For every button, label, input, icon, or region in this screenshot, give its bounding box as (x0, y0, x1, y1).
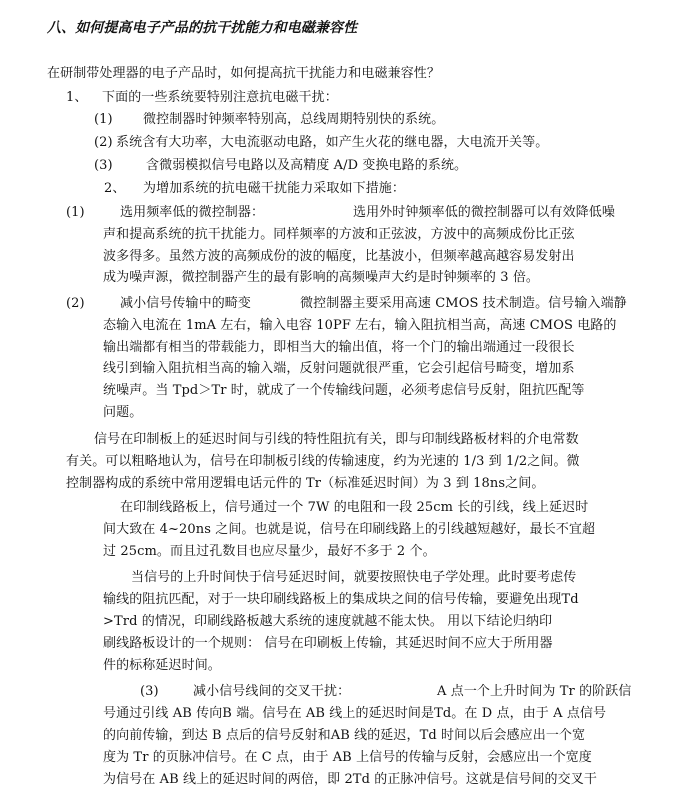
measure2-line: 问题。 (103, 405, 143, 420)
measure3-num: (3) (140, 684, 159, 699)
measure1-line: 成为噪声源，微控制器产生的最有影响的高频噪声大约是时钟频率的 3 倍。 (103, 270, 540, 285)
section1-item3-num: (3) (94, 158, 113, 173)
measure2-line: 微控制器主要采用高速 CMOS 技术制造。信号输入端静 (300, 296, 627, 311)
measure1-num: (1) (66, 205, 85, 220)
measure3-line: 为信号在 AB 线上的延迟时间的两倍，即 2Td 的正脉冲信号。这就是信号间的交叉干 (103, 772, 597, 787)
body-paragraph-line: 输线的阻抗匹配，对于一块印刷线路板上的集成块之间的信号传输，要避免出现Td (103, 592, 579, 607)
measure3-line: A 点一个上升时间为 Tr 的阶跃信 (437, 684, 632, 699)
measure3-line: 的向前传输，到达 B 点后的信号反射和AB 线的延迟，Td 时间以后会感应出一个宽 (103, 728, 586, 743)
section1-item2-text: 系统含有大功率，大电流驱动电路，如产生火花的继电器，大电流开关等。 (116, 135, 549, 150)
measure2-title: 减小信号传输中的畸变 (120, 296, 252, 311)
section2-label: 2、 (104, 181, 126, 196)
intro-question: 在研制带处理器的电子产品时，如何提高抗干扰能力和电磁兼容性？ (47, 66, 441, 81)
measure2-line: 态输入电流在 1mA 左右，输入电容 10PF 左右，输入阻抗相当高，高速 CMOS 电路的 (103, 318, 617, 333)
section1-item2-num: (2) (94, 135, 113, 150)
measure2-line: 统噪声。当 Tpd＞Tr 时，就成了一个传输线问题，必须考虑信号反射，阻抗匹配等 (103, 383, 585, 398)
body-paragraph-line: 当信号的上升时间快于信号延迟时间，就要按照快电子学处理。此时要考虑传 (131, 570, 577, 585)
body-paragraph-line: 控制器构成的系统中常用逻辑电话元件的 Tr（标准延迟时间）为 3 到 18ns之间。 (66, 476, 545, 491)
section1-item3-text: 含微弱模拟信号电路以及高精度 A/D 变换电路的系统。 (146, 158, 468, 173)
measure3-title: 减小信号线间的交叉干扰： (193, 684, 351, 699)
section1-item1-num: (1) (94, 112, 113, 127)
section1-item1-text: 微控制器时钟频率特别高，总线周期特别快的系统。 (143, 112, 445, 127)
section2-text: 为增加系统的抗电磁干扰能力采取如下措施： (143, 181, 406, 196)
measure1-title: 选用频率低的微控制器： (120, 205, 265, 220)
measure3-line: 度为 Tr 的页脉冲信号。在 C 点，由于 AB 上信号的传输与反射，会感应出一个宽度 (103, 750, 592, 765)
measure1-line: 选用外时钟频率低的微控制器可以有效降低噪 (353, 205, 616, 220)
body-paragraph-line: 在印制线路板上，信号通过一个 7W 的电阻和一段 25cm 长的引线，线上延迟时 (120, 500, 589, 515)
measure2-line: 线引到输入阻抗相当高的输入端，反射问题就很严重，它会引起信号畸变，增加系 (103, 361, 575, 376)
section-heading: 八、如何提高电子产品的抗干扰能力和电磁兼容性 (47, 20, 358, 36)
measure3-line: 号通过引线 AB 传向B 端。信号在 AB 线上的延迟时间是Td。在 D 点，由于 A 点信号 (103, 706, 607, 721)
section1-text: 下面的一些系统要特别注意抗电磁干扰： (102, 90, 338, 105)
measure1-line: 声和提高系统的抗干扰能力。同样频率的方波和正弦波，方波中的高频成份比正弦 (103, 227, 575, 242)
body-paragraph-line: 件的标称延迟时间。 (103, 658, 221, 673)
body-paragraph-line: 信号在印制板上的延迟时间与引线的特性阻抗有关，即与印制线路板材料的介电常数 (94, 432, 579, 447)
body-paragraph-line: 刷线路板设计的一个规则： 信号在印刷板上传输，其延迟时间不应大于所用器 (103, 636, 553, 651)
body-paragraph-line: >Trd 的情况，印刷线路板越大系统的速度就越不能太快。 用以下结论归纳印 (103, 614, 553, 629)
measure2-line: 输出端都有相当的带载能力，即相当大的输出值，将一个门的输出端通过一段很长 (103, 340, 575, 355)
measure1-line: 波多得多。虽然方波的高频成份的波的幅度，比基波小，但频率越高越容易发射出 (103, 249, 575, 264)
measure2-num: (2) (66, 296, 85, 311)
section1-label: 1、 (66, 90, 88, 105)
body-paragraph-line: 有关。可以粗略地认为，信号在印制板引线的传输速度，约为光速的 1/3 到 1/2之间。微 (66, 454, 580, 469)
body-paragraph-line: 间大致在 4~20ns 之间。也就是说，信号在印刷线路上的引线越短越好，最长不宜超 (103, 522, 596, 537)
body-paragraph-line: 过 25cm。而且过孔数目也应尽量少，最好不多于 2 个。 (103, 544, 436, 559)
